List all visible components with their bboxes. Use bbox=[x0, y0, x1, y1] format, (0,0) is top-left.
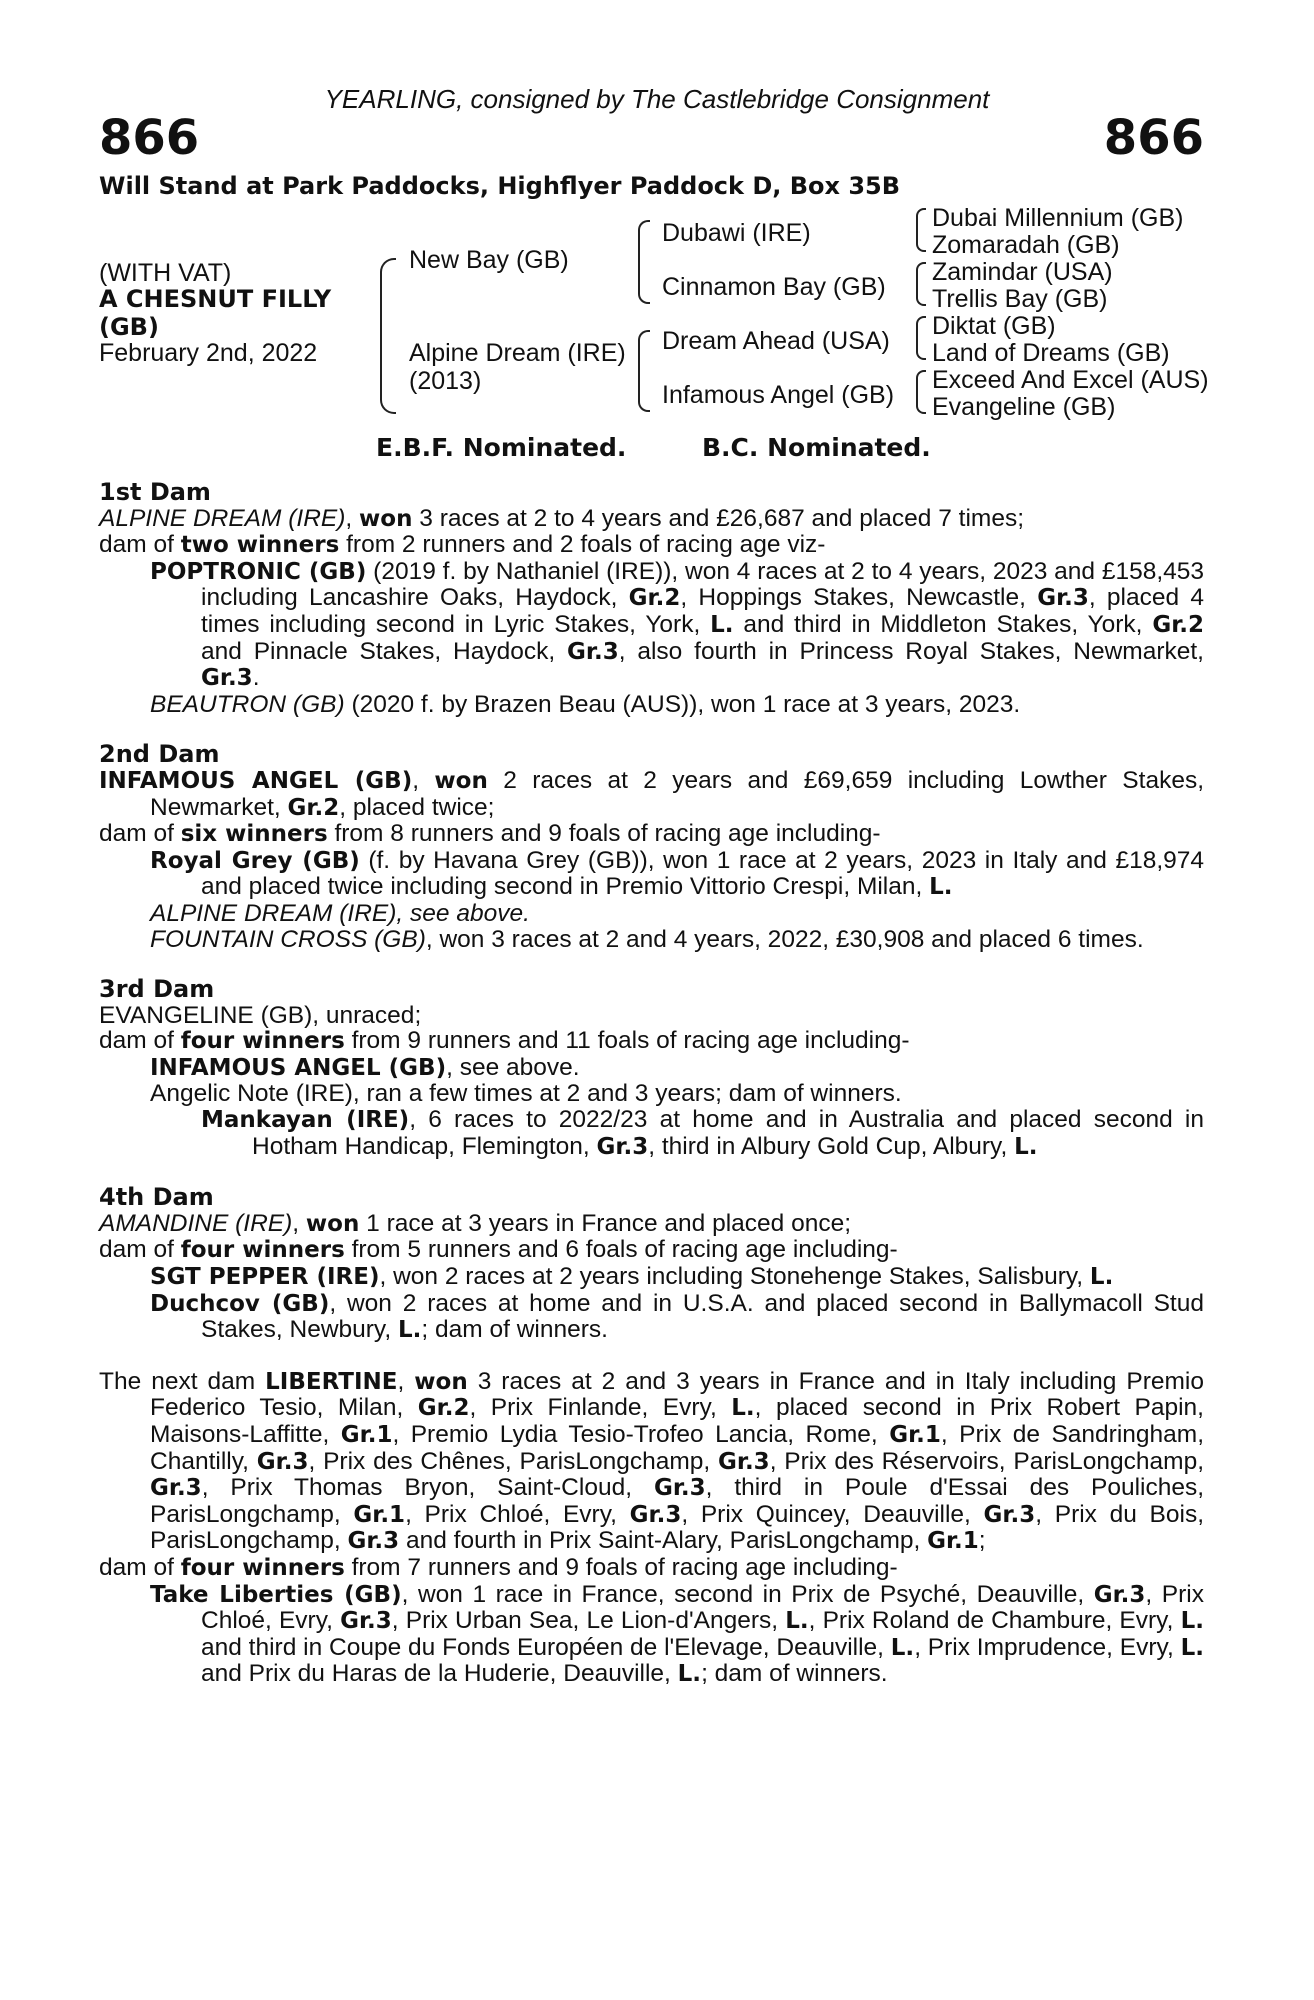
sss: Dubai Millennium (GB) bbox=[932, 204, 1184, 232]
produce-summary: dam of six winners from 8 runners and 9 foals of racing age including- bbox=[99, 820, 881, 848]
third-dam-section bbox=[99, 977, 1204, 1160]
dam-line: INFAMOUS ANGEL (GB), won 2 races at 2 years and £69,659 including Lowther Stakes, Newmarket, Gr.2, placed twice; bbox=[99, 766, 1205, 821]
brace-4c bbox=[916, 316, 926, 360]
next-dam-section bbox=[99, 1369, 1204, 1688]
produce-entry: FOUNTAIN CROSS (GB), won 3 races at 2 and 4 years, 2022, £30,908 and placed 6 times. bbox=[150, 925, 1144, 953]
fourth-dam-section bbox=[99, 1185, 1204, 1344]
ebf-nominated: E.B.F. Nominated. bbox=[376, 433, 627, 462]
dam-line: ALPINE DREAM (IRE), won 3 races at 2 to 4 years and £26,687 and placed 7 times; bbox=[99, 504, 1025, 532]
lot-number-left: 866 bbox=[99, 110, 200, 166]
dam-line: AMANDINE (IRE), won 1 race at 3 years in France and placed once; bbox=[99, 1209, 852, 1237]
dam-line: EVANGELINE (GB), unraced; bbox=[99, 1001, 422, 1029]
brace-4d bbox=[916, 370, 926, 414]
brace-4b bbox=[916, 262, 926, 306]
produce-entry: Royal Grey (GB) (f. by Havana Grey (GB)), won 1 race at 2 years, 2023 in Italy and £18,974 and placed twice including second in Premio Vittorio Crespi, Milan, L. bbox=[150, 846, 1205, 901]
produce-summary: dam of four winners from 9 runners and 11 foals of racing age including- bbox=[99, 1027, 910, 1055]
produce-summary: dam of four winners from 7 runners and 9 foals of racing age including- bbox=[99, 1553, 898, 1581]
section-heading: 3rd Dam bbox=[99, 975, 215, 1004]
dsd: Land of Dreams (GB) bbox=[932, 339, 1170, 367]
sire: New Bay (GB) bbox=[409, 246, 569, 274]
lot-number-right: 866 bbox=[1103, 110, 1204, 166]
produce-entry: SGT PEPPER (IRE), won 2 races at 2 years including Stonehenge Stakes, Salisbury, L. bbox=[150, 1263, 1114, 1291]
dds: Exceed And Excel (AUS) bbox=[932, 366, 1209, 394]
dam-line: The next dam LIBERTINE, won 3 races at 2 and 3 years in France and in Italy including Premio Federico Tesio, Milan, Gr.2, Prix Finlande, Evry, L., placed second in Prix Robert Papin, Maisons-Laffitte, Gr.1, Premio Lydia Tesio-Trofeo Lancia, Rome, Gr.1, Prix de Sandringham, Chantilly, Gr.3, Prix des Chênes, ParisLongchamp, Gr.3, Prix des Réservoirs, ParisLongchamp, Gr.3, Prix Thomas Bryon, Saint-Cloud, Gr.3, third in Poule d'Essai des Pouliches, ParisLongchamp, Gr.1, Prix Chloé, Evry, Gr.3, Prix Quincey, Deauville, Gr.3, Prix du Bois, ParisLongchamp, Gr.3 and fourth in Prix Saint-Alary, ParisLongchamp, Gr.1; bbox=[99, 1367, 1205, 1555]
sdd: Trellis Bay (GB) bbox=[932, 285, 1108, 313]
first-dam-section bbox=[99, 480, 1204, 717]
section-heading: 4th Dam bbox=[99, 1183, 214, 1212]
produce-entry: INFAMOUS ANGEL (GB), see above. bbox=[150, 1053, 580, 1081]
section-heading: 2nd Dam bbox=[99, 740, 220, 769]
brace-dam bbox=[638, 330, 650, 412]
bc-nominated: B.C. Nominated. bbox=[702, 433, 931, 462]
horse-name: A CHESNUT FILLY bbox=[99, 285, 332, 313]
dam-year: (2013) bbox=[409, 367, 482, 395]
produce-entry: ALPINE DREAM (IRE), see above. bbox=[150, 899, 530, 927]
catalogue-body bbox=[99, 480, 1204, 1688]
produce-entry: BEAUTRON (GB) (2020 f. by Brazen Beau (AUS)), won 1 race at 3 years, 2023. bbox=[150, 690, 1021, 718]
dss: Diktat (GB) bbox=[932, 312, 1056, 340]
sds: Zamindar (USA) bbox=[932, 258, 1113, 286]
sire-dam: Cinnamon Bay (GB) bbox=[662, 273, 886, 301]
consignment-header: YEARLING, consigned by The Castlebridge Consignment bbox=[324, 84, 990, 114]
produce-entry: POPTRONIC (GB) (2019 f. by Nathaniel (IRE)), won 4 races at 2 to 4 years, 2023 and £158,453 including Lancashire Oaks, Haydock, Gr.2, Hoppings Stakes, Newcastle, Gr.3, placed 4 times including second in Lyric Stakes, York, L. and third in Middleton Stakes, York, Gr.2 and Pinnacle Stakes, Haydock, Gr.3, also fourth in Princess Royal Stakes, Newmarket, Gr.3. bbox=[150, 557, 1205, 692]
dam-dam: Infamous Angel (GB) bbox=[662, 381, 895, 409]
produce-entry: Mankayan (IRE), 6 races to 2022/23 at home and in Australia and placed second in Hotham Handicap, Flemington, Gr.3, third in Albury Gold Cup, Albury, L. bbox=[201, 1106, 1205, 1160]
second-dam-section bbox=[99, 742, 1204, 952]
vat-note: (WITH VAT) bbox=[99, 259, 232, 287]
horse-origin: (GB) bbox=[99, 313, 159, 341]
brace-sire bbox=[638, 220, 650, 304]
section-heading: 1st Dam bbox=[99, 478, 211, 506]
ssd: Zomaradah (GB) bbox=[932, 231, 1120, 259]
produce-entry: Duchcov (GB), won 2 races at home and in U.S.A. and placed second in Ballymacoll Stud Stakes, Newbury, L.; dam of winners. bbox=[150, 1289, 1204, 1344]
brace-main bbox=[380, 258, 396, 414]
produce-summary: dam of four winners from 5 runners and 6 foals of racing age including- bbox=[99, 1236, 898, 1264]
foaling-date: February 2nd, 2022 bbox=[99, 339, 318, 367]
sire-sire: Dubawi (IRE) bbox=[662, 219, 811, 247]
produce-entry: Angelic Note (IRE), ran a few times at 2 and 3 years; dam of winners. bbox=[150, 1080, 902, 1108]
dam-sire: Dream Ahead (USA) bbox=[662, 327, 890, 355]
brace-4a bbox=[916, 208, 926, 252]
ddd: Evangeline (GB) bbox=[932, 393, 1116, 421]
dam: Alpine Dream (IRE) bbox=[409, 339, 626, 367]
produce-summary: dam of two winners from 2 runners and 2 foals of racing age viz- bbox=[99, 531, 826, 559]
produce-entry: Take Liberties (GB), won 1 race in France, second in Prix de Psyché, Deauville, Gr.3, Prix Chloé, Evry, Gr.3, Prix Urban Sea, Le Lion-d'Angers, L., Prix Roland de Chambure, Evry, L. and third in Coupe du Fonds Européen de l'Elevage, Deauville, L., Prix Imprudence, Evry, L. and Prix du Haras de la Huderie, Deauville, L.; dam of winners. bbox=[150, 1580, 1205, 1688]
stand-location: Will Stand at Park Paddocks, Highflyer Paddock D, Box 35B bbox=[99, 172, 901, 200]
